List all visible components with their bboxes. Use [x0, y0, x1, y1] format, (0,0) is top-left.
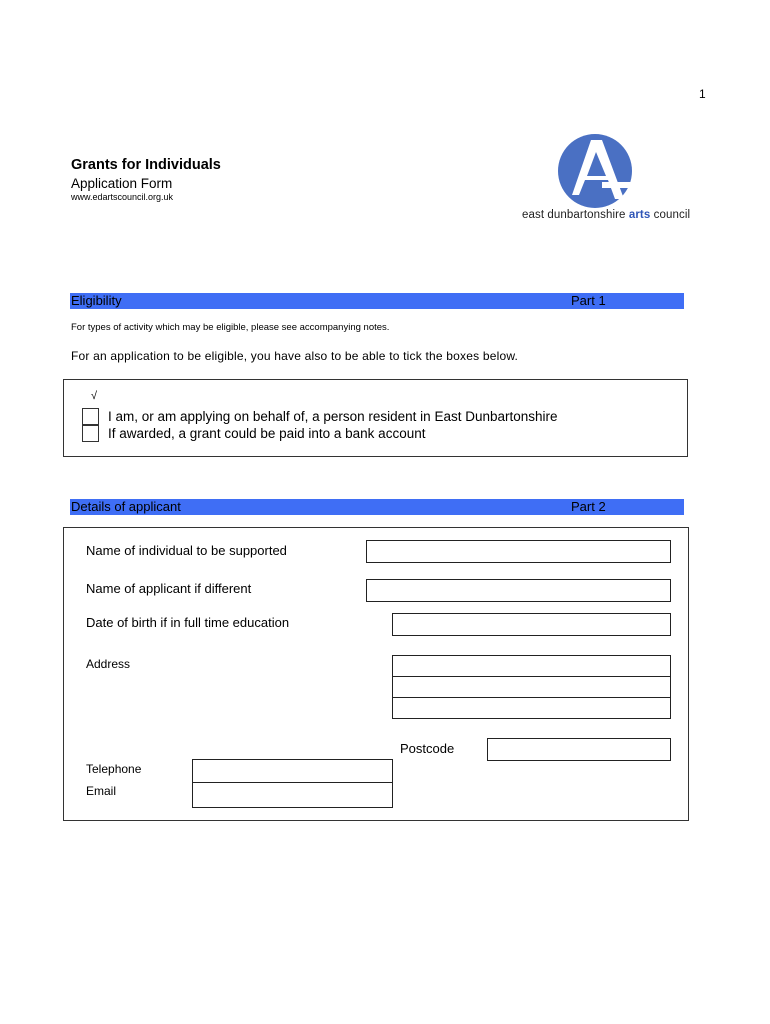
website-url: www.edartscouncil.org.uk [71, 192, 174, 202]
part1-heading: Eligibility [71, 293, 122, 308]
part2-label: Part 2 [571, 499, 606, 514]
address-line-1-input[interactable] [392, 655, 671, 677]
bank-account-checkbox[interactable] [82, 425, 99, 442]
tick-header: √ [91, 390, 98, 402]
eligibility-note: For types of activity which may be eligible, please see accompanying notes. [71, 322, 390, 333]
email-label: Email [86, 784, 117, 798]
address-label: Address [86, 657, 131, 671]
bank-account-checkbox-label: If awarded, a grant could be paid into a bank account [108, 426, 426, 441]
logo-text: east dunbartonshire arts council [522, 209, 691, 221]
eligibility-intro: For an application to be eligible, you have also to be able to tick the boxes below. [71, 349, 519, 363]
part1-label: Part 1 [571, 293, 606, 308]
telephone-label: Telephone [86, 762, 142, 776]
page-number: 1 [699, 87, 706, 101]
form-title: Grants for Individuals [71, 157, 221, 173]
part1-banner [70, 293, 684, 309]
postcode-input[interactable] [487, 738, 671, 761]
part2-banner [70, 499, 684, 515]
dob-label: Date of birth if in full time education [86, 615, 290, 630]
part2-heading: Details of applicant [71, 499, 181, 514]
telephone-input[interactable] [192, 759, 393, 783]
dob-input[interactable] [392, 613, 671, 636]
address-line-2-input[interactable] [392, 676, 671, 698]
name-applicant-input[interactable] [366, 579, 671, 602]
form-subtitle: Application Form [71, 176, 173, 191]
resident-checkbox-label: I am, or am applying on behalf of, a person resident in East Dunbartonshire [108, 409, 558, 424]
name-individual-input[interactable] [366, 540, 671, 563]
address-line-3-input[interactable] [392, 697, 671, 719]
name-individual-label: Name of individual to be supported [86, 543, 287, 558]
postcode-label: Postcode [400, 741, 455, 756]
resident-checkbox[interactable] [82, 408, 99, 425]
email-input[interactable] [192, 782, 393, 808]
name-applicant-label: Name of applicant if different [86, 581, 252, 596]
